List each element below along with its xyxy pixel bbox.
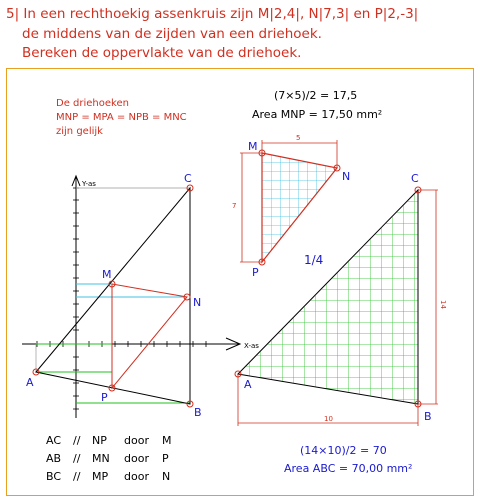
small-triangle-fill — [262, 153, 337, 262]
relation-a-2: BC — [46, 470, 62, 483]
cyan-helper-lines — [76, 284, 187, 297]
relation-b-1: MN — [92, 452, 110, 465]
point-label-b-left: B — [194, 406, 202, 419]
relation-word-2: door — [124, 470, 149, 483]
point-label-a-left: A — [26, 376, 34, 389]
relation-b-0: NP — [92, 434, 107, 447]
big-side-bottom: 10 — [324, 415, 333, 423]
point-label-c-left: C — [184, 172, 192, 185]
relation-c-1: P — [162, 452, 169, 465]
small-calc: (7×5)/2 = 17,5 — [274, 89, 358, 102]
point-label-a-right: A — [244, 378, 252, 391]
x-axis-label: X-as — [244, 342, 259, 350]
relation-a-0: AC — [46, 434, 62, 447]
big-side-right: 14 — [439, 300, 447, 309]
relation-c-0: M — [162, 434, 172, 447]
point-label-p-right: P — [252, 266, 259, 279]
relation-row — [46, 434, 172, 447]
problem-line-3: Bereken de oppervlakte van de driehoek. — [22, 45, 302, 61]
small-area: Area MNP = 17,50 mm² — [252, 108, 383, 121]
note-line-3: zijn gelijk — [56, 126, 103, 137]
small-side-left: 7 — [232, 202, 237, 210]
ratio-label: 1/4 — [304, 253, 324, 267]
triangle-mnp — [112, 284, 187, 388]
point-label-n-right: N — [342, 170, 351, 183]
relation-b-2: MP — [92, 470, 109, 483]
y-axis-label: Y-as — [82, 180, 96, 188]
problem-line-2: de middens van de zijden van een driehoek. — [22, 26, 322, 42]
big-calc: (14×10)/2 = 70 — [300, 444, 387, 457]
point-label-m-left: M — [102, 268, 112, 281]
note-line-1: De driehoeken — [56, 98, 129, 109]
point-label-b-right: B — [424, 410, 432, 423]
relation-word-1: door — [124, 452, 149, 465]
note-line-2: MNP = MPA = NPB = MNC — [56, 112, 187, 123]
point-label-c-right: C — [411, 172, 419, 185]
relation-row — [46, 452, 169, 465]
relation-sep-1: // — [73, 452, 81, 465]
relation-a-1: AB — [46, 452, 62, 465]
left-points — [33, 185, 193, 407]
point-label-p-left: P — [101, 391, 108, 404]
point-label-m-right: M — [248, 140, 258, 153]
big-area: Area ABC = 70,00 mm² — [284, 462, 413, 475]
relation-sep-2: // — [73, 470, 81, 483]
relation-c-2: N — [162, 470, 171, 483]
relation-word-0: door — [124, 434, 149, 447]
point-label-n-left: N — [193, 296, 202, 309]
relation-row — [46, 470, 170, 483]
problem-line-1: 5| In een rechthoekig assenkruis zijn M|2,4|, N|7,3| en P|2,-3| — [6, 6, 419, 22]
relation-sep-0: // — [73, 434, 81, 447]
small-side-top: 5 — [296, 134, 301, 142]
